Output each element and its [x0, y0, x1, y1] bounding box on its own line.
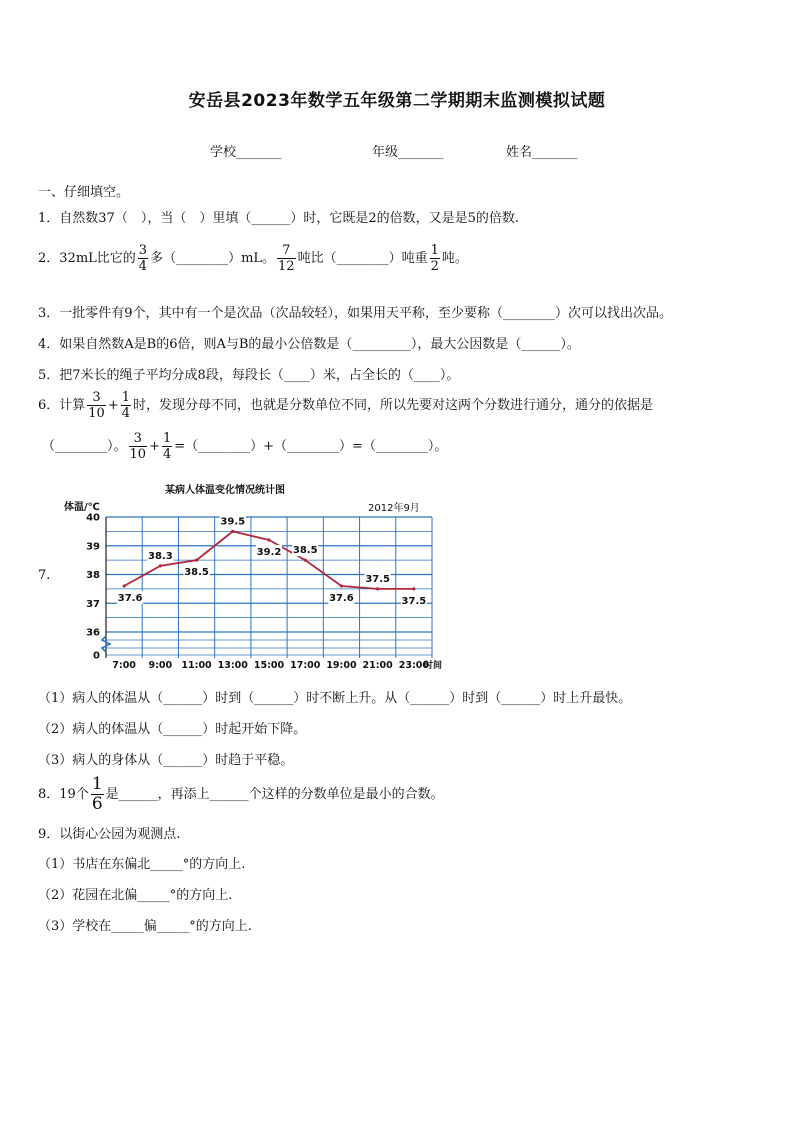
chart-grid: [102, 517, 432, 658]
x-tick-label: 11:00: [181, 660, 212, 671]
fraction-1-4-b: $\frac{1}{4}$: [162, 431, 172, 462]
chart-ylabel: 体温/℃: [64, 502, 100, 513]
fraction-3-4: $\frac{3}{4}$: [138, 243, 148, 274]
temperature-chart: [60, 480, 460, 675]
q8-text-a: 8．19个: [38, 787, 89, 802]
x-tick-label: 9:00: [148, 660, 173, 671]
x-tick-label: 17:00: [290, 660, 321, 671]
chart-xlabel: 时间: [424, 661, 443, 671]
y-tick-label: 38: [86, 570, 100, 581]
data-point: [123, 584, 126, 587]
question-6: [38, 390, 653, 421]
q6-text-b: 时，发现分母不同，也就是分数单位不同，所以先要对这两个分数进行通分，通分的依据是: [133, 398, 654, 413]
data-label: 37.5: [401, 595, 427, 607]
data-label: 39.2: [256, 547, 282, 558]
q6-text-d: =（________）+（________）=（________）。: [174, 439, 448, 454]
chart-title: 某病人体温变化情况统计图: [165, 485, 285, 496]
q2-text-c: 吨比（________）吨重: [297, 251, 428, 266]
data-label: 37.6: [117, 593, 143, 604]
x-tick-label: 7:00: [112, 660, 136, 671]
data-point: [159, 564, 162, 567]
grade-field: 年级_______: [372, 145, 444, 160]
question-9-3: （3）学校在_____偏_____°的方向上.: [38, 919, 252, 934]
question-5: 5．把7米长的绳子平均分成8段，每段长（____）米，占全长的（____）。: [38, 368, 460, 383]
chart-x-axis: [112, 660, 429, 671]
section-heading: 一、仔细填空。: [38, 185, 130, 200]
fraction-1-6: $\frac{1}{6}$: [91, 774, 103, 814]
data-label: 37.5: [365, 573, 391, 585]
data-point: [340, 584, 343, 587]
data-point: [231, 530, 234, 533]
question-7-1: （1）病人的体温从（______）时到（______）时不断上升。从（______）时到（______）时上升最快。: [38, 691, 632, 706]
data-point: [304, 559, 307, 562]
fraction-1-4: $\frac{1}{4}$: [121, 390, 131, 421]
fraction-3-10: $\frac{3}{10}$: [88, 390, 105, 421]
plus-sign: +: [107, 398, 119, 413]
chart-y-axis: [86, 513, 100, 662]
x-tick-label: 15:00: [253, 660, 285, 671]
q6-text-a: 6．计算: [38, 398, 86, 413]
question-2: [38, 243, 468, 274]
x-tick-label: 23:00: [398, 660, 430, 671]
data-point: [376, 587, 379, 590]
y-tick-label: 39: [86, 541, 100, 553]
y-tick-label: 40: [86, 512, 100, 524]
data-point: [412, 587, 415, 590]
x-tick-label: 19:00: [326, 660, 357, 671]
data-label: 38.5: [184, 567, 209, 579]
q2-text-b: 多（________）mL。: [150, 251, 276, 266]
question-6-line-2: [42, 431, 447, 462]
question-9-2: （2）花园在北偏_____°的方向上.: [38, 888, 233, 903]
q2-text-d: 吨。: [441, 251, 468, 266]
question-1: 1．自然数37（ ），当（ ）里填（______）时，它既是2的倍数，又是是5的倍数.: [38, 211, 519, 226]
y-tick-label: 0: [93, 650, 100, 662]
q2-text-a: 2．32mL比它的: [38, 251, 136, 266]
data-label: 39.5: [220, 516, 246, 528]
q6-text-c: （________）。: [42, 439, 127, 454]
y-tick-label: 36: [86, 627, 100, 639]
question-7-3: （3）病人的身体从（______）时趋于平稳。: [38, 753, 294, 768]
chart-svg: [60, 480, 460, 675]
question-7-label: 7.: [38, 568, 51, 583]
x-tick-label: 13:00: [217, 660, 248, 671]
data-point: [195, 559, 198, 562]
question-9-1: （1）书店在东偏北_____°的方向上.: [38, 857, 246, 872]
fraction-3-10-b: $\frac{3}{10}$: [129, 431, 147, 462]
data-label: 37.6: [329, 593, 354, 604]
plus-sign-2: +: [149, 439, 160, 454]
chart-date-label: 2012年9月: [368, 503, 420, 514]
question-4: 4．如果自然数A是B的6倍，则A与B的最小公倍数是（_________），最大公因数是（______）。: [38, 337, 580, 352]
page-title: 安岳县2023年数学五年级第二学期期末监测模拟试题: [188, 91, 606, 111]
data-label: 38.5: [292, 545, 318, 557]
school-field: 学校_______: [210, 145, 282, 160]
data-label: 38.3: [147, 550, 173, 562]
fraction-1-2: $\frac{1}{2}$: [430, 243, 439, 274]
question-9: 9．以街心公园为观测点.: [38, 827, 181, 842]
chart-data-labels: [117, 514, 427, 607]
data-point: [267, 538, 270, 541]
x-tick-label: 21:00: [362, 660, 393, 671]
name-field: 姓名_______: [506, 145, 578, 160]
question-7-2: （2）病人的体温从（______）时起开始下降。: [38, 722, 307, 737]
y-tick-label: 37: [86, 598, 100, 610]
fraction-7-12: $\frac{7}{12}$: [278, 243, 295, 274]
question-3: 3．一批零件有9个，其中有一个是次品（次品较轻），如果用天平称，至少要称（________）次可以找出次品。: [38, 306, 673, 321]
question-8: [38, 775, 444, 814]
q8-text-b: 是______，再添上______个这样的分数单位是最小的合数。: [105, 787, 444, 802]
